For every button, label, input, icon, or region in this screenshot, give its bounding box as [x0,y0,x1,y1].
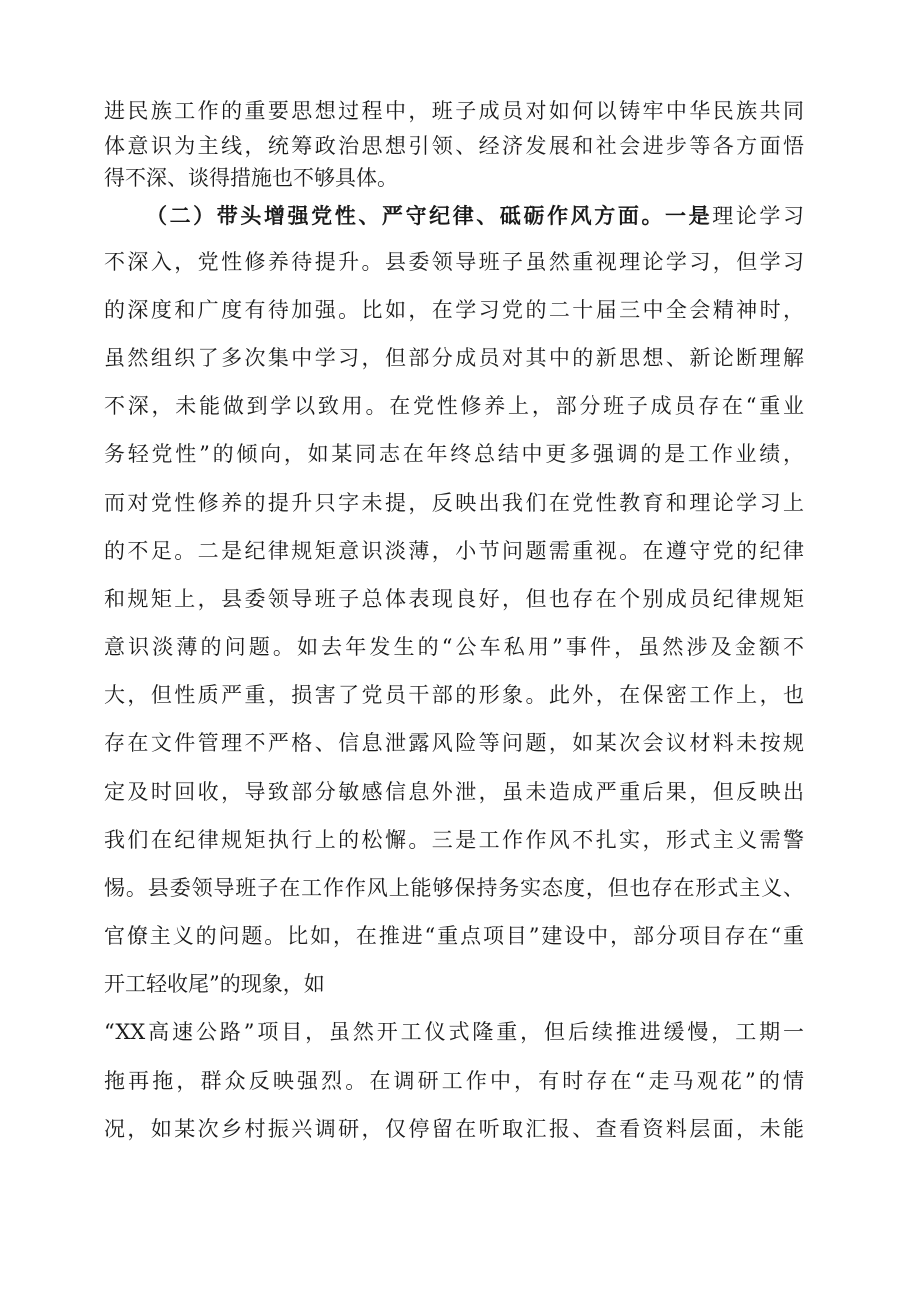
text-line-18: 惕。县委领导班子在工作作风上能够保持务实态度，但也存在形式主义、 [104,876,804,900]
text-line-21: “XX高速公路”项目，虽然开工仪式隆重，但后续推进缓慢，工期一 [104,1020,804,1044]
text-line-5: 不深入，党性修养待提升。县委领导班子虽然重视理论学习，但学习 [104,250,804,274]
section-heading-rest: 理论学习 [712,204,805,228]
text-line-7: 虽然组织了多次集中学习，但部分成员对其中的新思想、新论断理解 [104,346,804,370]
text-line-10: 而对党性修养的提升只字未提，反映出我们在党性教育和理论学习上 [104,491,804,515]
text-line-9: 务轻党性”的倾向，如某同志在年终总结中更多强调的是工作业绩， [104,442,804,466]
text-line-15: 存在文件管理不严格、信息泄露风险等问题，如某次会议材料未按规 [104,731,804,755]
text-line-11: 的不足。二是纪律规矩意识淡薄，小节问题需重视。在遵守党的纪律 [104,539,804,563]
text-line-1: 进民族工作的重要思想过程中，班子成员对如何以铸牢中华民族共同 [104,99,804,123]
text-line-12: 和规矩上，县委领导班子总体表现良好，但也存在个别成员纪律规矩 [104,587,804,611]
text-line-3: 得不深、谈得措施也不够具体。 [104,166,398,190]
text-line-23: 况，如某次乡村振兴调研，仅停留在听取汇报、查看资料层面，未能 [104,1117,804,1141]
text-line-14: 大，但性质严重，损害了党员干部的形象。此外，在保密工作上，也 [104,683,804,707]
text-line-22: 拖再拖，群众反映强烈。在调研工作中，有时存在“走马观花”的情 [104,1069,804,1093]
section-heading-line [146,198,804,234]
section-heading-bold: （二）带头增强党性、严守纪律、砥砺作风方面。一是 [146,203,713,228]
text-line-6: 的深度和广度有待加强。比如，在学习党的二十届三中全会精神时， [104,298,804,322]
text-line-13: 意识淡薄的问题。如去年发生的“公车私用”事件，虽然涉及金额不 [104,635,804,659]
text-line-2: 体意识为主线，统筹政治思想引领、经济发展和社会进步等各方面悟 [104,134,804,158]
text-line-20: 开工轻收尾”的现象，如 [104,972,325,996]
text-line-8: 不深，未能做到学以致用。在党性修养上，部分班子成员存在“重业 [104,394,804,418]
text-line-16: 定及时回收，导致部分敏感信息外泄，虽未造成严重后果，但反映出 [104,780,804,804]
text-line-17: 我们在纪律规矩执行上的松懈。三是工作作风不扎实，形式主义需警 [104,828,804,852]
text-line-19: 官僚主义的问题。比如，在推进“重点项目”建设中，部分项目存在“重 [104,924,804,948]
